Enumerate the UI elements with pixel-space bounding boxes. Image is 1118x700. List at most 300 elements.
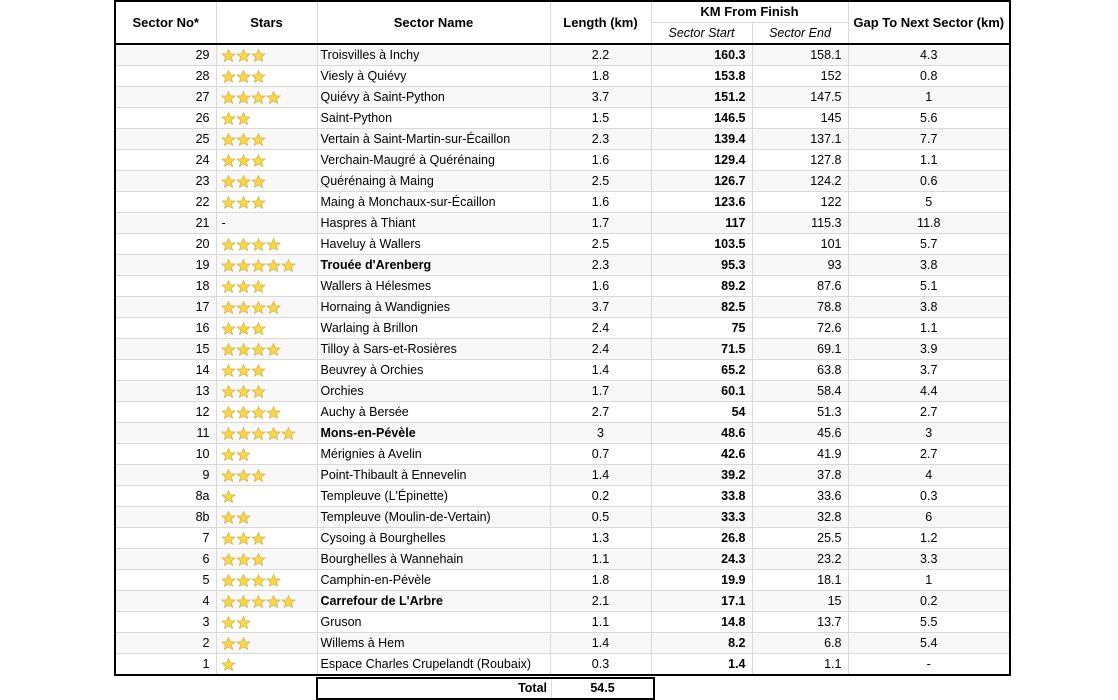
cell-sector-no[interactable]: 13 (115, 381, 216, 402)
cell-sector-start[interactable]: 33.3 (651, 507, 752, 528)
cell-sector-no[interactable]: 18 (115, 276, 216, 297)
cell-sector-start[interactable]: 151.2 (651, 87, 752, 108)
cell-sector-end[interactable]: 72.6 (752, 318, 848, 339)
star-icon (265, 91, 282, 104)
cell-length[interactable]: 2.3 (550, 129, 651, 150)
cell-stars[interactable] (216, 66, 317, 87)
table-row[interactable] (115, 612, 1010, 633)
header-km-from-finish[interactable]: KM From Finish (651, 1, 848, 23)
header-length[interactable]: Length (km) (550, 1, 651, 44)
cell-length[interactable]: 3.7 (550, 87, 651, 108)
star-rating (220, 406, 280, 420)
cell-stars[interactable] (216, 591, 317, 612)
cell-length[interactable]: 3 (550, 423, 651, 444)
cell-stars[interactable] (216, 129, 317, 150)
cell-sector-start[interactable]: 129.4 (651, 150, 752, 171)
cell-sector-start[interactable]: 42.6 (651, 444, 752, 465)
header-sector-end[interactable]: Sector End (752, 23, 848, 45)
cell-sector-no[interactable]: 28 (115, 66, 216, 87)
cell-sector-no[interactable]: 8a (115, 486, 216, 507)
header-gap[interactable]: Gap To Next Sector (km) (848, 1, 1010, 44)
cell-length[interactable]: 0.7 (550, 444, 651, 465)
cell-stars[interactable] (216, 423, 317, 444)
table-row[interactable] (115, 423, 1010, 444)
table-row[interactable] (115, 402, 1010, 423)
table-row[interactable] (115, 339, 1010, 360)
cell-gap[interactable]: 5 (848, 192, 1010, 213)
star-icon (235, 637, 252, 650)
cell-length[interactable]: 1.6 (550, 192, 651, 213)
cell-gap[interactable]: 2.7 (848, 402, 1010, 423)
cell-stars[interactable] (216, 612, 317, 633)
star-rating (220, 91, 280, 105)
cell-gap[interactable]: 4.4 (848, 381, 1010, 402)
star-icon (265, 301, 282, 314)
cell-sector-end[interactable]: 124.2 (752, 171, 848, 192)
cell-sector-start[interactable]: 123.6 (651, 192, 752, 213)
star-rating (220, 280, 265, 294)
header-sector-start[interactable]: Sector Start (651, 23, 752, 45)
cell-sector-name[interactable]: Beuvrey à Orchies (317, 360, 550, 381)
cell-sector-end[interactable]: 145 (752, 108, 848, 129)
cell-sector-start[interactable]: 54 (651, 402, 752, 423)
cell-sector-no[interactable]: 26 (115, 108, 216, 129)
star-rating (220, 532, 265, 546)
cell-length[interactable]: 2.3 (550, 255, 651, 276)
cell-length[interactable]: 1.4 (550, 633, 651, 654)
star-icon (235, 616, 252, 629)
cell-sector-no[interactable]: 21 (115, 213, 216, 234)
cell-gap[interactable]: 11.8 (848, 213, 1010, 234)
cell-length[interactable]: 1.4 (550, 360, 651, 381)
star-icon (235, 511, 252, 524)
cell-sector-start[interactable]: 103.5 (651, 234, 752, 255)
table-row[interactable] (115, 234, 1010, 255)
cell-gap[interactable]: 1.1 (848, 150, 1010, 171)
cell-sector-start[interactable]: 8.2 (651, 633, 752, 654)
star-rating (220, 658, 235, 672)
cell-sector-end[interactable]: 13.7 (752, 612, 848, 633)
cell-sector-name[interactable]: Camphin-en-Pévèle (317, 570, 550, 591)
cell-sector-name[interactable]: Haspres à Thiant (317, 213, 550, 234)
cell-sector-end[interactable]: 15 (752, 591, 848, 612)
cell-sector-no[interactable]: 20 (115, 234, 216, 255)
cell-length[interactable]: 1.7 (550, 213, 651, 234)
cell-sector-start[interactable]: 60.1 (651, 381, 752, 402)
star-rating (220, 448, 250, 462)
cell-sector-start[interactable]: 160.3 (651, 44, 752, 66)
cell-sector-start[interactable]: 26.8 (651, 528, 752, 549)
cell-length[interactable]: 2.5 (550, 171, 651, 192)
table-row[interactable] (115, 44, 1010, 66)
table-row[interactable] (115, 486, 1010, 507)
cell-stars[interactable] (216, 150, 317, 171)
cell-gap[interactable]: 3.7 (848, 360, 1010, 381)
cell-length[interactable]: 2.5 (550, 234, 651, 255)
cell-sector-start[interactable]: 14.8 (651, 612, 752, 633)
cell-gap[interactable]: 0.3 (848, 486, 1010, 507)
cell-sector-name[interactable]: Mérignies à Avelin (317, 444, 550, 465)
star-icon (250, 133, 267, 146)
star-rating (220, 112, 250, 126)
table-row[interactable] (115, 171, 1010, 192)
cell-length[interactable]: 1.8 (550, 570, 651, 591)
cell-sector-no[interactable]: 8b (115, 507, 216, 528)
cell-sector-end[interactable]: 32.8 (752, 507, 848, 528)
cell-length[interactable]: 1.6 (550, 150, 651, 171)
cell-length[interactable]: 0.5 (550, 507, 651, 528)
cell-stars[interactable] (216, 108, 317, 129)
cell-stars[interactable] (216, 318, 317, 339)
cell-stars[interactable] (216, 213, 317, 234)
cell-sector-end[interactable]: 63.8 (752, 360, 848, 381)
cell-sector-no[interactable]: 23 (115, 171, 216, 192)
cell-sector-no[interactable]: 29 (115, 44, 216, 66)
cell-sector-name[interactable]: Mons-en-Pévèle (317, 423, 550, 444)
cell-sector-start[interactable]: 39.2 (651, 465, 752, 486)
cell-length[interactable]: 2.1 (550, 591, 651, 612)
cell-length[interactable]: 1.4 (550, 465, 651, 486)
cell-gap[interactable]: 5.1 (848, 276, 1010, 297)
cell-sector-end[interactable]: 87.6 (752, 276, 848, 297)
header-stars[interactable]: Stars (216, 1, 317, 44)
star-icon (250, 364, 267, 377)
cell-gap[interactable]: 5.4 (848, 633, 1010, 654)
table-row[interactable] (115, 360, 1010, 381)
table-row[interactable] (115, 444, 1010, 465)
cell-length[interactable]: 1.5 (550, 108, 651, 129)
cell-gap[interactable]: 3 (848, 423, 1010, 444)
cell-sector-start[interactable]: 71.5 (651, 339, 752, 360)
table-row[interactable] (115, 549, 1010, 570)
star-icon (250, 175, 267, 188)
cell-sector-name[interactable]: Trouée d'Arenberg (317, 255, 550, 276)
star-rating (220, 154, 265, 168)
cell-gap[interactable]: 1 (848, 570, 1010, 591)
star-icon (250, 70, 267, 83)
cell-length[interactable]: 2.7 (550, 402, 651, 423)
cell-gap[interactable]: 2.7 (848, 444, 1010, 465)
cell-sector-end[interactable]: 69.1 (752, 339, 848, 360)
cell-stars[interactable] (216, 339, 317, 360)
cell-sector-start[interactable]: 95.3 (651, 255, 752, 276)
cell-sector-no[interactable]: 17 (115, 297, 216, 318)
cell-sector-end[interactable]: 1.1 (752, 654, 848, 676)
star-icon (265, 238, 282, 251)
cell-sector-name[interactable]: Maing à Monchaux-sur-Écaillon (317, 192, 550, 213)
cell-stars[interactable] (216, 87, 317, 108)
star-icon (250, 280, 267, 293)
cell-sector-name[interactable]: Vertain à Saint-Martin-sur-Écaillon (317, 129, 550, 150)
cell-sector-name[interactable]: Carrefour de L'Arbre (317, 591, 550, 612)
cell-stars[interactable] (216, 360, 317, 381)
cell-sector-name[interactable]: Orchies (317, 381, 550, 402)
table-row[interactable] (115, 276, 1010, 297)
cell-sector-name[interactable]: Templeuve (L'Épinette) (317, 486, 550, 507)
cell-stars[interactable] (216, 255, 317, 276)
cell-length[interactable]: 3.7 (550, 297, 651, 318)
cell-sector-start[interactable]: 146.5 (651, 108, 752, 129)
cell-sector-no[interactable]: 7 (115, 528, 216, 549)
cell-sector-name[interactable]: Haveluy à Wallers (317, 234, 550, 255)
cell-gap[interactable]: 5.5 (848, 612, 1010, 633)
cell-stars[interactable] (216, 402, 317, 423)
cell-gap[interactable]: 0.2 (848, 591, 1010, 612)
cell-sector-name[interactable]: Saint-Python (317, 108, 550, 129)
star-rating (220, 385, 265, 399)
cell-gap[interactable]: 5.7 (848, 234, 1010, 255)
star-icon (250, 322, 267, 335)
cell-stars[interactable] (216, 549, 317, 570)
cell-gap[interactable]: 6 (848, 507, 1010, 528)
cell-sector-start[interactable]: 82.5 (651, 297, 752, 318)
cell-sector-name[interactable]: Willems à Hem (317, 633, 550, 654)
cell-sector-name[interactable]: Viesly à Quiévy (317, 66, 550, 87)
table-row[interactable] (115, 381, 1010, 402)
cell-sector-name[interactable]: Templeuve (Moulin-de-Vertain) (317, 507, 550, 528)
cell-stars[interactable] (216, 633, 317, 654)
cell-length[interactable]: 1.8 (550, 66, 651, 87)
table-row[interactable] (115, 66, 1010, 87)
cell-sector-end[interactable]: 51.3 (752, 402, 848, 423)
cell-length[interactable]: 1.3 (550, 528, 651, 549)
cell-gap[interactable]: 3.3 (848, 549, 1010, 570)
cell-sector-no[interactable]: 4 (115, 591, 216, 612)
cell-sector-end[interactable]: 152 (752, 66, 848, 87)
sector-table (114, 0, 1011, 676)
cell-sector-name[interactable]: Tilloy à Sars-et-Rosières (317, 339, 550, 360)
cell-length[interactable]: 1.7 (550, 381, 651, 402)
cell-sector-no[interactable]: 11 (115, 423, 216, 444)
cell-sector-name[interactable]: Wallers à Hélesmes (317, 276, 550, 297)
cell-length[interactable]: 2.4 (550, 318, 651, 339)
cell-stars[interactable] (216, 234, 317, 255)
cell-gap[interactable]: 4.3 (848, 44, 1010, 66)
header-sector-no[interactable]: Sector No* (115, 1, 216, 44)
cell-gap[interactable]: - (848, 654, 1010, 676)
cell-sector-start[interactable]: 48.6 (651, 423, 752, 444)
star-rating (220, 196, 265, 210)
cell-sector-end[interactable]: 78.8 (752, 297, 848, 318)
cell-sector-end[interactable]: 115.3 (752, 213, 848, 234)
cell-sector-start[interactable]: 65.2 (651, 360, 752, 381)
cell-sector-start[interactable]: 19.9 (651, 570, 752, 591)
cell-stars[interactable] (216, 297, 317, 318)
cell-stars[interactable] (216, 507, 317, 528)
cell-sector-end[interactable]: 158.1 (752, 44, 848, 66)
table-row[interactable] (115, 150, 1010, 171)
cell-stars[interactable] (216, 171, 317, 192)
cell-length[interactable]: 1.6 (550, 276, 651, 297)
cell-sector-start[interactable]: 17.1 (651, 591, 752, 612)
cell-sector-no[interactable]: 10 (115, 444, 216, 465)
cell-sector-name[interactable]: Hornaing à Wandignies (317, 297, 550, 318)
cell-sector-name[interactable]: Cysoing à Bourghelles (317, 528, 550, 549)
star-rating (220, 427, 295, 441)
cell-sector-end[interactable]: 18.1 (752, 570, 848, 591)
cell-sector-start[interactable]: 33.8 (651, 486, 752, 507)
cell-stars[interactable] (216, 192, 317, 213)
cell-sector-end[interactable]: 33.6 (752, 486, 848, 507)
cell-sector-no[interactable]: 12 (115, 402, 216, 423)
cell-gap[interactable]: 1 (848, 87, 1010, 108)
cell-sector-name[interactable]: Troisvilles à Inchy (317, 44, 550, 66)
cell-sector-name[interactable]: Gruson (317, 612, 550, 633)
star-icon (250, 469, 267, 482)
cell-stars[interactable] (216, 528, 317, 549)
cell-sector-name[interactable]: Point-Thibault à Ennevelin (317, 465, 550, 486)
cell-stars[interactable] (216, 570, 317, 591)
cell-sector-end[interactable]: 122 (752, 192, 848, 213)
cell-sector-no[interactable]: 14 (115, 360, 216, 381)
table-row[interactable] (115, 507, 1010, 528)
cell-sector-end[interactable]: 6.8 (752, 633, 848, 654)
star-rating (220, 301, 280, 315)
star-icon (250, 154, 267, 167)
cell-gap[interactable]: 3.8 (848, 297, 1010, 318)
star-icon (220, 490, 237, 503)
cell-sector-no[interactable]: 16 (115, 318, 216, 339)
star-rating (220, 175, 265, 189)
cell-sector-name[interactable]: Quérénaing à Maing (317, 171, 550, 192)
cell-sector-start[interactable]: 126.7 (651, 171, 752, 192)
cell-length[interactable]: 1.1 (550, 549, 651, 570)
cell-sector-name[interactable]: Verchain-Maugré à Quérénaing (317, 150, 550, 171)
cell-sector-end[interactable]: 25.5 (752, 528, 848, 549)
cell-sector-start[interactable]: 117 (651, 213, 752, 234)
star-icon (250, 532, 267, 545)
cell-sector-end[interactable]: 147.5 (752, 87, 848, 108)
table-row[interactable] (115, 255, 1010, 276)
cell-sector-name[interactable]: Espace Charles Crupelandt (Roubaix) (317, 654, 550, 676)
star-rating (220, 133, 265, 147)
table-row[interactable] (115, 192, 1010, 213)
cell-sector-start[interactable]: 139.4 (651, 129, 752, 150)
table-row[interactable] (115, 633, 1010, 654)
table-body (115, 44, 1010, 675)
cell-sector-no[interactable]: 25 (115, 129, 216, 150)
cell-sector-start[interactable]: 75 (651, 318, 752, 339)
cell-sector-end[interactable]: 37.8 (752, 465, 848, 486)
cell-sector-name[interactable]: Quiévy à Saint-Python (317, 87, 550, 108)
star-rating (220, 259, 295, 273)
cell-gap[interactable]: 3.9 (848, 339, 1010, 360)
star-rating (220, 469, 265, 483)
header-sector-name[interactable]: Sector Name (317, 1, 550, 44)
total-value: 54.5 (590, 681, 615, 695)
table-row[interactable] (115, 654, 1010, 676)
cell-gap[interactable]: 0.6 (848, 171, 1010, 192)
cell-sector-start[interactable]: 153.8 (651, 66, 752, 87)
total-label: Total (318, 679, 552, 698)
table-row[interactable] (115, 318, 1010, 339)
star-rating (220, 490, 235, 504)
cell-stars[interactable] (216, 44, 317, 66)
cell-gap[interactable]: 4 (848, 465, 1010, 486)
no-stars-dash: - (221, 216, 226, 230)
cell-sector-end[interactable]: 127.8 (752, 150, 848, 171)
cell-sector-end[interactable]: 93 (752, 255, 848, 276)
table-row[interactable] (115, 213, 1010, 234)
cell-stars[interactable] (216, 444, 317, 465)
cell-sector-no[interactable]: 9 (115, 465, 216, 486)
cell-sector-end[interactable]: 137.1 (752, 129, 848, 150)
cell-sector-no[interactable]: 27 (115, 87, 216, 108)
cell-sector-start[interactable]: 1.4 (651, 654, 752, 676)
cell-sector-end[interactable]: 23.2 (752, 549, 848, 570)
cell-gap[interactable]: 1.2 (848, 528, 1010, 549)
star-rating (220, 70, 265, 84)
table-row[interactable] (115, 591, 1010, 612)
cell-stars[interactable] (216, 465, 317, 486)
star-rating (220, 322, 265, 336)
star-icon (265, 406, 282, 419)
cell-sector-end[interactable]: 101 (752, 234, 848, 255)
cell-sector-name[interactable]: Warlaing à Brillon (317, 318, 550, 339)
cell-gap[interactable]: 7.7 (848, 129, 1010, 150)
cell-stars[interactable] (216, 486, 317, 507)
cell-sector-start[interactable]: 24.3 (651, 549, 752, 570)
cell-gap[interactable]: 0.8 (848, 66, 1010, 87)
cell-sector-end[interactable]: 58.4 (752, 381, 848, 402)
star-icon (250, 553, 267, 566)
cell-sector-name[interactable]: Bourghelles à Wannehain (317, 549, 550, 570)
cell-sector-no[interactable]: 19 (115, 255, 216, 276)
cell-sector-no[interactable]: 5 (115, 570, 216, 591)
cell-sector-no[interactable]: 2 (115, 633, 216, 654)
cell-length[interactable]: 1.1 (550, 612, 651, 633)
cell-stars[interactable] (216, 654, 317, 676)
cell-length[interactable]: 0.2 (550, 486, 651, 507)
cell-sector-name[interactable]: Auchy à Bersée (317, 402, 550, 423)
cell-length[interactable]: 0.3 (550, 654, 651, 676)
cell-sector-no[interactable]: 6 (115, 549, 216, 570)
star-rating (220, 49, 265, 63)
table-row[interactable] (115, 297, 1010, 318)
cell-length[interactable]: 2.2 (550, 44, 651, 66)
star-rating (220, 343, 280, 357)
star-icon (265, 343, 282, 356)
table-row[interactable] (115, 570, 1010, 591)
cell-sector-no[interactable]: 24 (115, 150, 216, 171)
table-row[interactable] (115, 528, 1010, 549)
cell-gap[interactable]: 1.1 (848, 318, 1010, 339)
star-icon (280, 427, 297, 440)
cell-sector-no[interactable]: 1 (115, 654, 216, 676)
cell-sector-no[interactable]: 15 (115, 339, 216, 360)
table-row[interactable] (115, 87, 1010, 108)
cell-length[interactable]: 2.4 (550, 339, 651, 360)
cell-sector-end[interactable]: 45.6 (752, 423, 848, 444)
star-rating (220, 595, 295, 609)
cell-sector-no[interactable]: 3 (115, 612, 216, 633)
cell-stars[interactable] (216, 381, 317, 402)
cell-sector-end[interactable]: 41.9 (752, 444, 848, 465)
star-icon (235, 112, 252, 125)
cell-gap[interactable]: 5.6 (848, 108, 1010, 129)
table-row[interactable] (115, 108, 1010, 129)
cell-stars[interactable] (216, 276, 317, 297)
star-rating (220, 364, 265, 378)
cell-gap[interactable]: 3.8 (848, 255, 1010, 276)
star-rating (220, 511, 250, 525)
table-row[interactable] (115, 465, 1010, 486)
cell-sector-no[interactable]: 22 (115, 192, 216, 213)
table-row[interactable] (115, 129, 1010, 150)
cell-sector-start[interactable]: 89.2 (651, 276, 752, 297)
star-rating (220, 637, 250, 651)
star-icon (250, 49, 267, 62)
